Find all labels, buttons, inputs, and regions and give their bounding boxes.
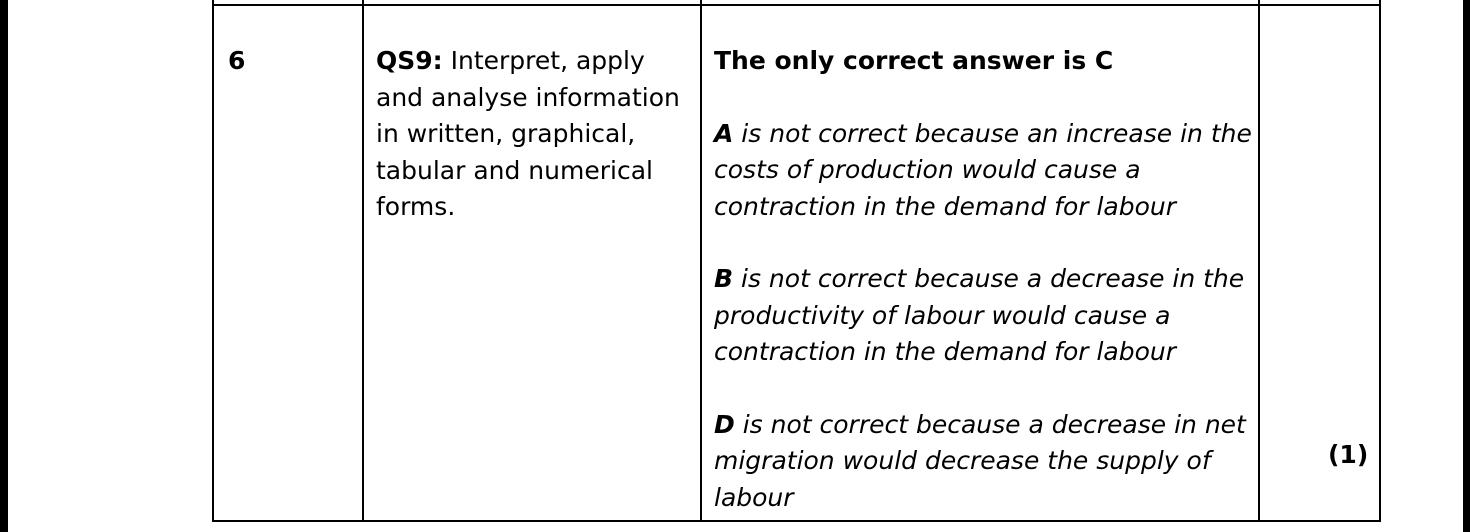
table-bottom-border — [212, 520, 1381, 522]
column-divider — [362, 0, 364, 522]
criteria-text: Interpret, apply and analyse information in written, graphical, tabular and numerical forms. — [376, 46, 680, 221]
mark-value: (1) — [1328, 440, 1369, 469]
answer-heading: The only correct answer is C — [714, 46, 1114, 75]
option-letter: D — [714, 409, 735, 439]
table-row-divider — [212, 4, 1381, 6]
distractor-explanation — [714, 261, 1254, 371]
page-edge-right — [1463, 0, 1470, 532]
distractor-explanation — [714, 407, 1254, 517]
criteria-code: QS9: — [376, 46, 443, 75]
question-number: 6 — [228, 46, 246, 75]
distractor-explanation — [714, 116, 1254, 226]
option-letter: B — [714, 264, 734, 293]
option-text: is not correct because a decrease in net migration would decrease the supply of labour — [714, 409, 1246, 512]
column-divider — [1258, 0, 1260, 522]
option-letter: A — [714, 118, 734, 148]
assessment-criteria — [376, 43, 696, 226]
answer-column — [714, 43, 1254, 516]
option-text: is not correct because a decrease in the productivity of labour would cause a contraction in the demand for labour — [714, 264, 1245, 366]
option-text: is not correct because an increase in the costs of production would cause a contraction in the demand for labour — [714, 118, 1252, 221]
table-border-left — [212, 0, 214, 522]
mark-scheme-table — [212, 0, 1381, 522]
column-divider — [700, 0, 702, 522]
page-edge-left — [0, 0, 8, 532]
table-border-right — [1379, 0, 1381, 522]
